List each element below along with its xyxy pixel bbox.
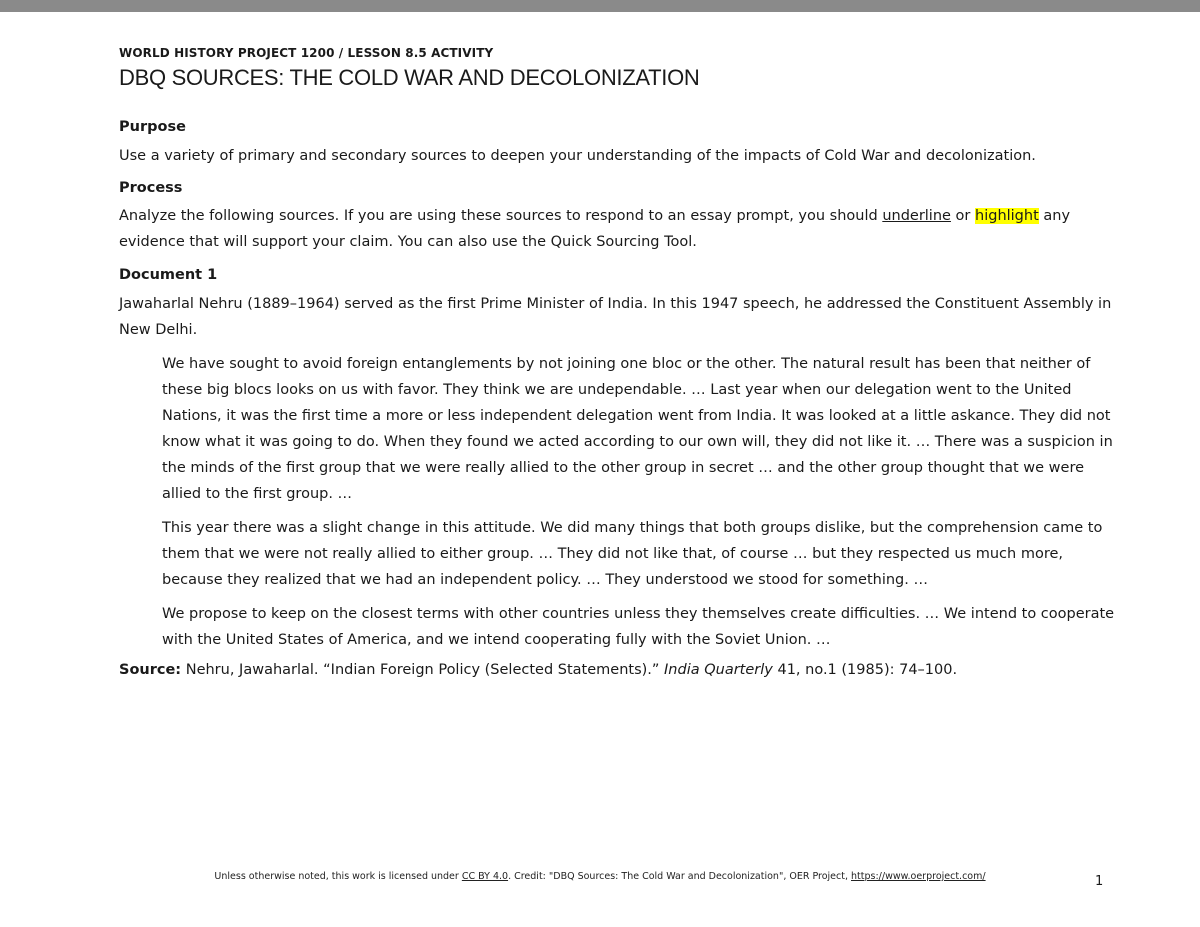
- page-number: 1: [1095, 874, 1104, 889]
- quote-paragraph: We have sought to avoid foreign entanglements by not joining one bloc or the other. The natural result has been that neither of these big blocs looks on us with favor. They think we are undependable. … Last year when our delegation went to the United Nations, it was the first time a more or less independent delegation went from India. It was looked at a little askance. They did not know what it was going to do. When they found we acted according to our own will, they did not like it. … There was a suspicion in the minds of the first group that we were really allied to the other group in secret … and the other group thought that we were allied to the first group. …: [162, 356, 1113, 502]
- quote-paragraph: We propose to keep on the closest terms with other countries unless they themselves create difficulties. … We intend to cooperate with the United States of America, and we intend cooperating fully with the Soviet Union. …: [162, 606, 1115, 648]
- process-heading: Process: [119, 180, 183, 196]
- license-link[interactable]: CC BY 4.0: [461, 871, 509, 882]
- underline-word: underline: [882, 208, 951, 224]
- footer-text-part1: Unless otherwise noted, this work is licensed under: [214, 871, 462, 882]
- source-text-part2: 41, no.1 (1985): 74–100.: [772, 662, 958, 678]
- document-1-heading: Document 1: [119, 267, 218, 283]
- process-text: [119, 203, 1119, 255]
- document-1-intro: Jawaharlal Nehru (1889–1964) served as the first Prime Minister of India. In this 1947 speech, he addressed the Constituent Assembly in New Delhi.: [119, 296, 1112, 338]
- purpose-text: Use a variety of primary and secondary sources to deepen your understanding of the impacts of Cold War and decolonization.: [119, 148, 1036, 164]
- top-border-bar: [0, 0, 1200, 12]
- nehru-quote-block: [162, 351, 1122, 653]
- process-text-part1: Analyze the following sources. If you are using these sources to respond to an essay prompt, you should: [119, 208, 883, 224]
- source-citation: [119, 657, 1119, 683]
- lesson-label: WORLD HISTORY PROJECT 1200 / LESSON 8.5 ACTIVITY: [119, 46, 494, 60]
- purpose-heading: Purpose: [119, 119, 186, 135]
- quote-paragraph: This year there was a slight change in this attitude. We did many things that both groups dislike, but the comprehension came to them that we were not really allied to either group. … They did not like that, of course … but they respected us much more, because they realized that we had an independent policy. … They understood we stood for something. …: [162, 520, 1103, 588]
- license-footer: [0, 870, 1200, 884]
- process-text-part2: or: [950, 208, 976, 224]
- source-journal: India Quarterly: [664, 662, 773, 678]
- page-title: DBQ SOURCES: THE COLD WAR AND DECOLONIZATION: [119, 65, 700, 90]
- source-text-part1: Nehru, Jawaharlal. “Indian Foreign Policy (Selected Statements).”: [181, 662, 665, 678]
- highlight-word: highlight: [975, 208, 1039, 224]
- source-label: Source:: [119, 662, 182, 678]
- oer-project-link[interactable]: https://www.oerproject.com/: [851, 871, 986, 882]
- process-text-part3: any evidence that will support your claim. You can also use the Quick Sourcing Tool.: [119, 208, 1071, 250]
- document-page: [119, 44, 1119, 683]
- footer-text-part2: . Credit: "DBQ Sources: The Cold War and Decolonization", OER Project,: [508, 871, 852, 882]
